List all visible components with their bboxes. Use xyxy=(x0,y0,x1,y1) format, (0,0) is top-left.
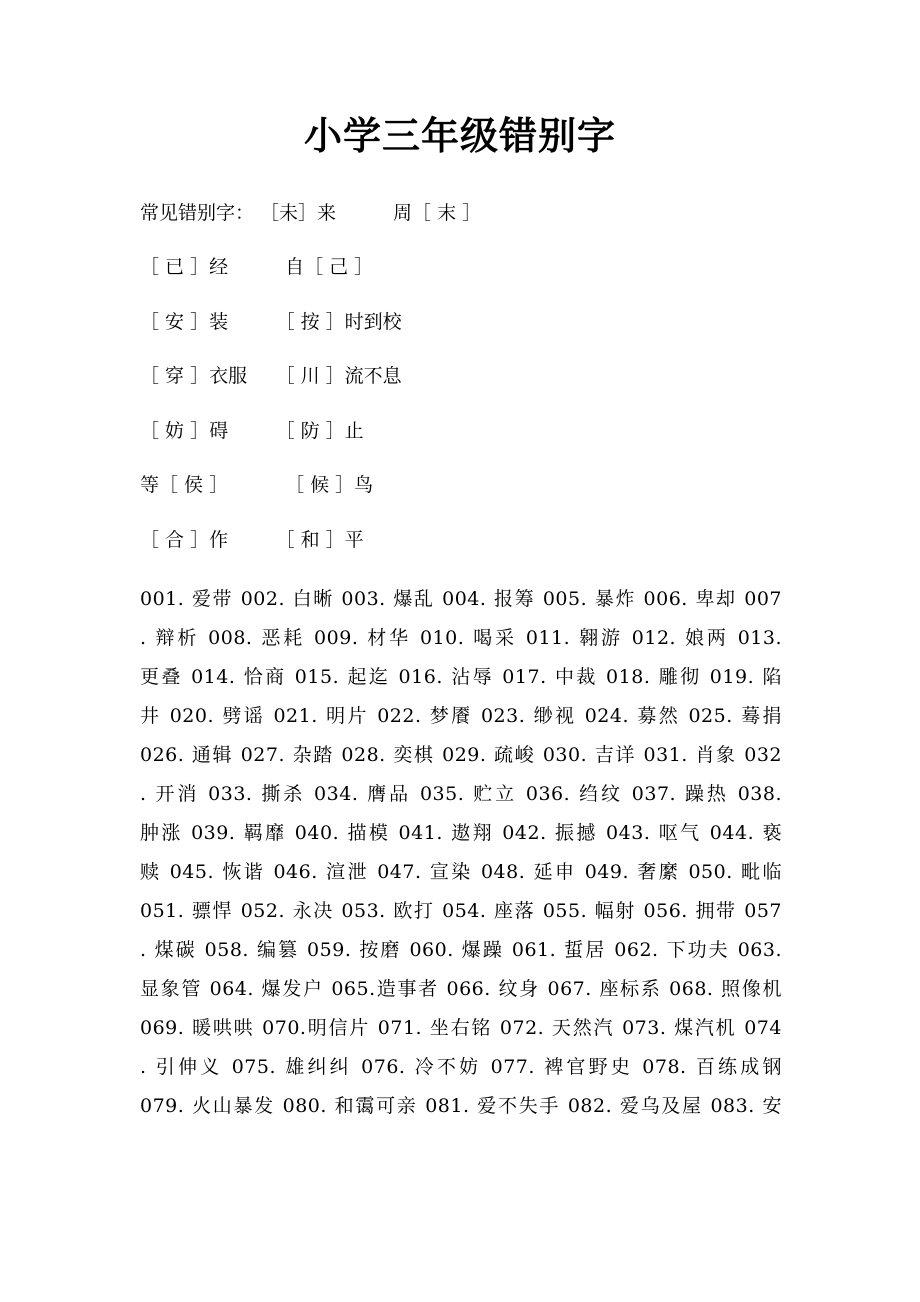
pair-line-4: ［ 穿 ］衣服 ［ 川 ］流不息 xyxy=(140,365,402,387)
pair-line-5: ［ 妨 ］碍 ［ 防 ］止 xyxy=(140,420,364,442)
list-line: 更叠 014. 恰商 015. 起迄 016. 沾辱 017. 中裁 018. 雕彻 019. 陷 xyxy=(140,666,782,688)
pair-line-2: ［ 已 ］经 自［ 己 ］ xyxy=(140,256,374,278)
list-line: . 开消 033. 撕杀 034. 膺品 035. 贮立 036. 绉纹 037. 躁热 038. xyxy=(140,783,782,805)
list-line: . 辩析 008. 恶耗 009. 材华 010. 喝采 011. 翱游 012. 娘两 013. xyxy=(140,627,782,649)
page-title: 小学三年级错别字 xyxy=(303,113,616,158)
list-line: 051. 骠悍 052. 永决 053. 欧打 054. 座落 055. 幅射 056. 拥带 057 xyxy=(140,900,782,922)
list-line: 井 020. 劈谣 021. 明片 022. 梦餍 023. 缈视 024. 募然 025. 蓦捐 xyxy=(140,705,782,727)
list-line: . 引伸义 075. 雄纠纠 076. 冷不妨 077. 裨官野史 078. 百练成钢 xyxy=(140,1056,782,1078)
pair-line-7: ［ 合 ］作 ［ 和 ］平 xyxy=(140,529,364,551)
list-line: 赎 045. 恢谐 046. 渲泄 047. 宣染 048. 延申 049. 奢縻 050. 毗临 xyxy=(140,861,782,883)
pair-line-3: ［ 安 ］装 ［ 按 ］时到校 xyxy=(140,311,402,333)
list-line: . 煤碳 058. 编篡 059. 按磨 060. 爆躁 061. 蜇居 062. 下功夫 063. xyxy=(140,939,782,961)
list-line: 显象管 064. 爆发户 065.造事者 066. 纹身 067. 座标系 068. 照像机 xyxy=(140,978,782,1000)
pair-line-6: 等［ 侯 ］ ［ 候 ］鸟 xyxy=(140,474,374,496)
list-line: 079. 火山暴发 080. 和霭可亲 081. 爱不失手 082. 爱乌及屋 083. 安 xyxy=(140,1095,782,1117)
typo-word-list xyxy=(140,580,782,1126)
pair-line-1: 常见错别字： ［未］来 周［ 末 ］ xyxy=(140,202,482,224)
list-line: 001. 爱带 002. 白晰 003. 爆乱 004. 报筹 005. 暴炸 006. 卑却 007 xyxy=(140,588,782,610)
list-line: 026. 通辑 027. 杂踏 028. 奕棋 029. 疏峻 030. 吉详 031. 肖象 032 xyxy=(140,744,782,766)
list-line: 069. 暖哄哄 070.明信片 071. 坐右铭 072. 天然汽 073. 煤汽机 074 xyxy=(140,1017,782,1039)
list-line: 肿涨 039. 羁靡 040. 描模 041. 遨翔 042. 振撼 043. 呕气 044. 亵 xyxy=(140,822,782,844)
